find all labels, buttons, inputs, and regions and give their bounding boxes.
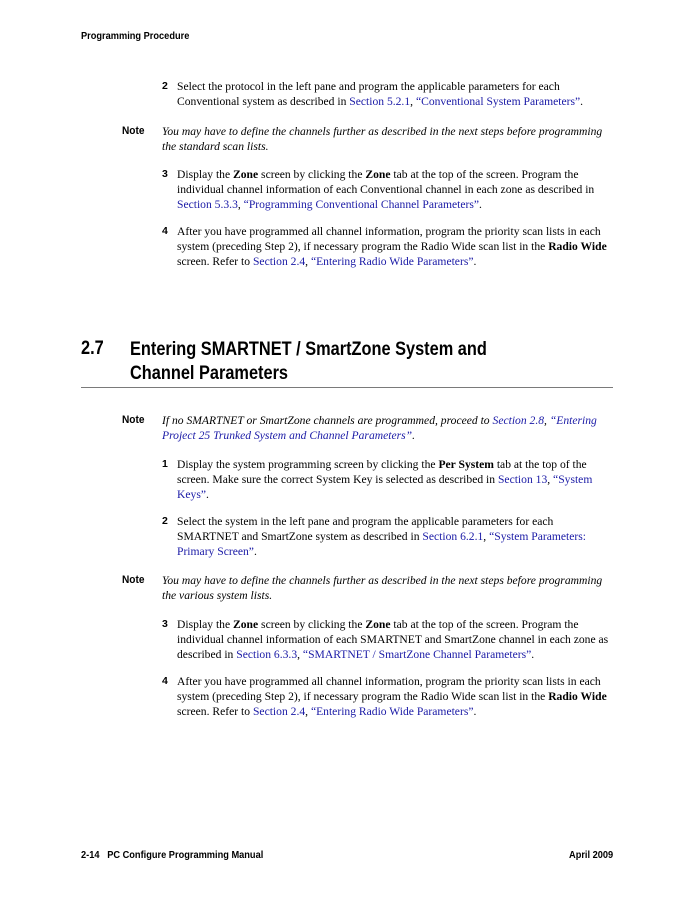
punctuation: , [483, 530, 490, 543]
punctuation: , [410, 95, 416, 108]
link-entering-project-25-trunked[interactable]: “Entering Project 25 Trunked System and Channel Parameters” [162, 414, 597, 442]
note-text: If no SMARTNET or SmartZone channels are programmed, proceed to [162, 414, 493, 427]
punctuation: . [473, 255, 477, 268]
step-text: Display the [177, 618, 234, 631]
step-number: 3 [162, 618, 168, 630]
note-text: You may have to define the channels further as described in the next steps before programming the standard scan lists. [162, 125, 603, 153]
link-smartnet-smartzone-channel-parameters[interactable]: “SMARTNET / SmartZone Channel Parameters” [302, 648, 532, 661]
note-define-channels-standard-scan [122, 124, 612, 154]
step-text: Select the protocol in the left pane and program the applicable parameters for each Conventional system as described in [177, 80, 560, 108]
step-text: screen by clicking the [258, 168, 366, 181]
bold-term-per-system: Per System [438, 458, 494, 471]
note-label: Note [122, 125, 145, 137]
punctuation: , [547, 473, 554, 486]
section-title-line-2: Channel Parameters [130, 363, 289, 384]
step-text: Display the [177, 168, 234, 181]
step-4-radio-wide [162, 224, 612, 269]
link-section-2-8[interactable]: Section 2.8 [492, 414, 545, 427]
section-title-line-1: Entering SMARTNET / SmartZone System and [130, 339, 487, 360]
step-2-smartnet-system [162, 514, 612, 559]
section-title [130, 338, 487, 386]
note-text: You may have to define the channels further as described in the next steps before programming the various system lists. [162, 574, 603, 602]
step-text: screen. Refer to [177, 705, 253, 718]
step-text: tab at the top of the screen. Program the individual channel information of each SMARTNET and SmartZone channel in each zone as described in [177, 618, 609, 661]
bold-term-radio-wide: Radio Wide [548, 240, 607, 253]
link-system-parameters-primary-screen[interactable]: “System Parameters: Primary Screen” [177, 530, 587, 558]
step-number: 2 [162, 515, 168, 527]
link-section-2-4[interactable]: Section 2.4 [252, 705, 306, 718]
link-section-6-3-3[interactable]: Section 6.3.3 [236, 648, 298, 661]
step-text: screen by clicking the [258, 618, 366, 631]
section-divider [81, 387, 613, 388]
link-section-5-2-1[interactable]: Section 5.2.1 [349, 95, 411, 108]
punctuation: . [473, 705, 477, 718]
link-section-5-3-3[interactable]: Section 5.3.3 [177, 198, 238, 211]
footer-date: April 2009 [568, 849, 613, 861]
punctuation: . [531, 648, 535, 661]
step-1-per-system [162, 457, 612, 502]
section-number: 2.7 [81, 338, 104, 359]
step-text: screen. Refer to [177, 255, 253, 268]
link-system-keys[interactable]: “System Keys” [177, 473, 593, 501]
step-4-radio-wide [162, 674, 612, 719]
link-programming-conventional-channel-parameters[interactable]: “Programming Conventional Channel Parameters” [243, 198, 480, 211]
link-entering-radio-wide-parameters[interactable]: “Entering Radio Wide Parameters” [310, 705, 474, 718]
step-text: After you have programmed all channel information, program the priority scan lists in each system (preceding Step 2), if necessary program the Radio Wide scan list in the [177, 675, 601, 703]
step-text: Select the system in the left pane and program the applicable parameters for each SMARTNET and SmartZone system as described in [177, 515, 554, 543]
link-conventional-system-parameters[interactable]: “Conventional System Parameters” [415, 95, 581, 108]
punctuation: . [205, 488, 209, 501]
bold-term-zone: Zone [365, 168, 391, 181]
punctuation: , [305, 255, 311, 268]
step-number: 4 [162, 225, 168, 237]
punctuation: . [580, 95, 584, 108]
step-number: 1 [162, 458, 168, 470]
punctuation: , [305, 705, 311, 718]
punctuation: . [479, 198, 482, 211]
link-section-2-4[interactable]: Section 2.4 [252, 255, 306, 268]
step-text: Display the system programming screen by clicking the [177, 458, 439, 471]
bold-term-radio-wide: Radio Wide [548, 690, 607, 703]
bold-term-zone: Zone [233, 168, 259, 181]
running-header: Programming Procedure [81, 30, 190, 42]
punctuation: , [544, 414, 550, 427]
note-label: Note [122, 414, 145, 426]
step-number: 4 [162, 675, 168, 687]
step-number: 3 [162, 168, 168, 180]
manual-title: PC Configure Programming Manual [107, 849, 264, 861]
step-text: tab at the top of the screen. Make sure the correct System Key is selected as described in [177, 458, 587, 486]
punctuation: . [412, 429, 416, 442]
punctuation: , [237, 198, 244, 211]
step-3-smartnet-zone [162, 617, 612, 662]
punctuation: , [297, 648, 303, 661]
step-text: tab at the top of the screen. Program the individual channel information of each Conventional channel in each zone as described in [177, 168, 595, 196]
page-number: 2-14 [81, 849, 100, 861]
punctuation: . [253, 545, 257, 558]
link-section-6-2-1[interactable]: Section 6.2.1 [422, 530, 484, 543]
step-number: 2 [162, 80, 168, 92]
step-2-conventional-protocol [162, 79, 612, 109]
bold-term-zone: Zone [365, 618, 391, 631]
step-text: After you have programmed all channel information, program the priority scan lists in each system (preceding Step 2), if necessary program the Radio Wide scan list in the [177, 225, 601, 253]
note-define-channels-system-lists [122, 573, 612, 603]
step-3-conventional-zone [162, 167, 612, 212]
link-section-13[interactable]: Section 13 [497, 473, 548, 486]
note-no-smartnet-channels [122, 413, 612, 443]
note-label: Note [122, 574, 145, 586]
bold-term-zone: Zone [233, 618, 259, 631]
footer-left [81, 849, 263, 861]
link-entering-radio-wide-parameters[interactable]: “Entering Radio Wide Parameters” [310, 255, 474, 268]
